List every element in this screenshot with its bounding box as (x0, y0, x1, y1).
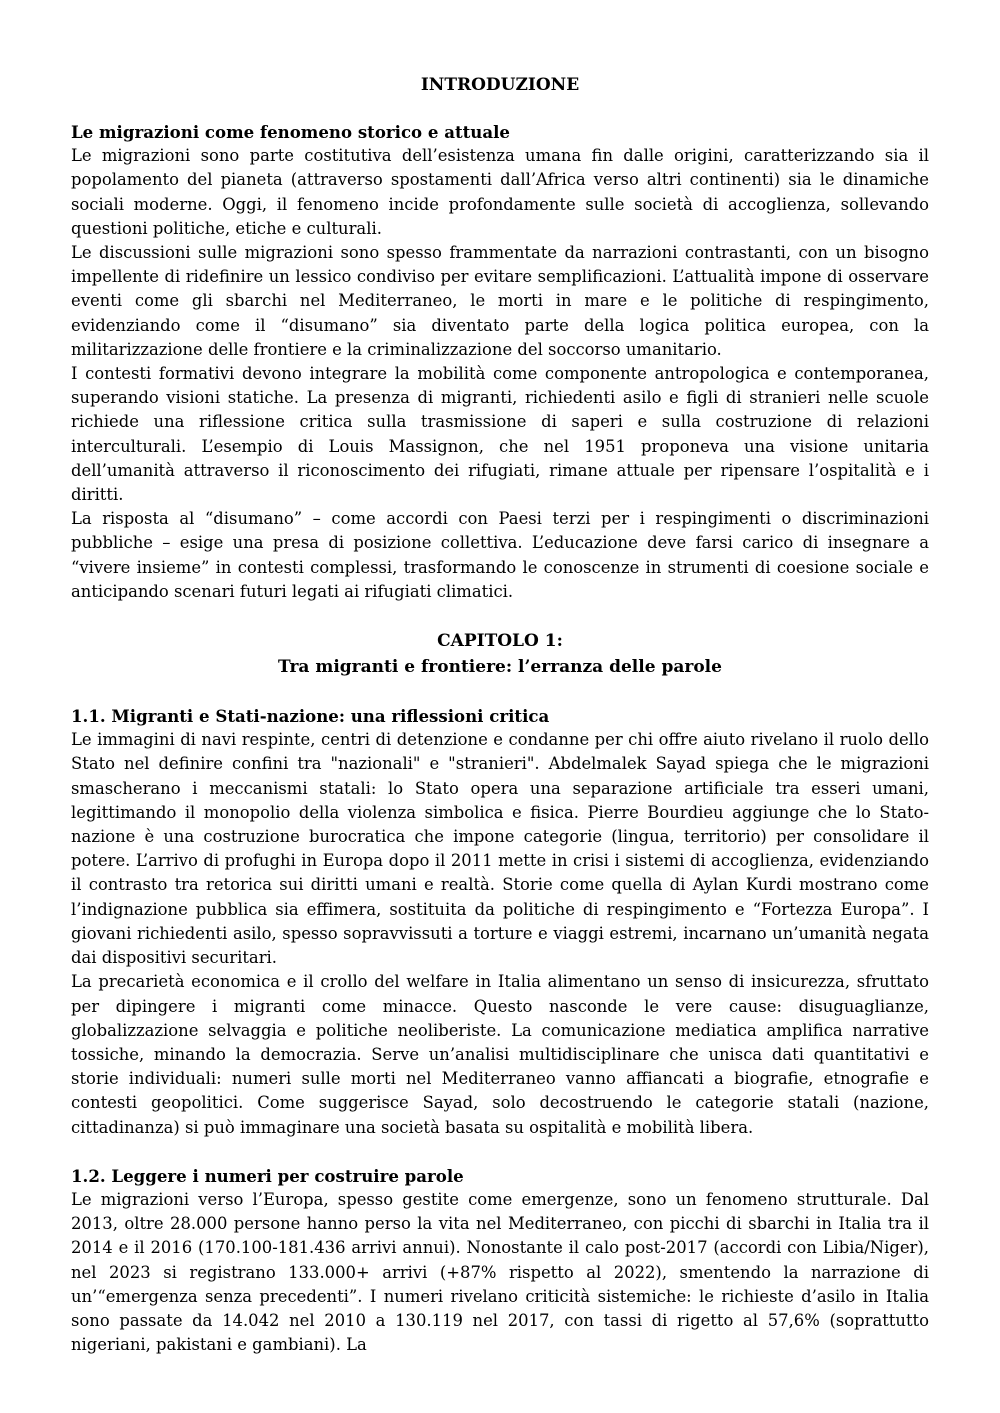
intro-paragraph-2: Le discussioni sulle migrazioni sono spesso frammentate da narrazioni contrastanti, con un bisogno impellente di ridefinire un lessico condiviso per evitare semplificazioni. L’attualità impone di osservare eventi come gli sbarchi nel Mediterraneo, le morti in mare e le politiche di respingimento, evidenziando come il “disumano” sia diventato parte della logica politica europea, con la militarizzazione delle frontiere e la criminalizzazione del soccorso umanitario. (71, 243, 929, 359)
chapter-label: CAPITOLO 1: (437, 631, 563, 652)
section-1-1-paragraph-2: La precarietà economica e il crollo del welfare in Italia alimentano un senso di insicurezza, sfruttato per dipingere i migranti come minacce. Questo nasconde le vere cause: disuguaglianze, globalizzazione selvaggia e politiche neoliberiste. La comunicazione mediatica amplifica narrative tossiche, minando la democrazia. Serve un’analisi multidisciplinare che unisca dati quantitativi e storie individuali: numeri sulle morti nel Mediterraneo vanno affiancati a biografie, etnografie e contesti geopolitici. Come suggerisce Sayad, solo decostruendo le categorie statali (nazione, cittadinanza) si può immaginare una società basata su ospitalità e mobilità libera. (71, 972, 929, 1137)
document-page (71, 70, 929, 1357)
intro-section-heading: Le migrazioni come fenomeno storico e attuale (71, 122, 510, 142)
intro-paragraph-4: La risposta al “disumano” – come accordi con Paesi terzi per i respingimenti o discriminazioni pubbliche – esige una presa di posizione collettiva. L’educazione deve farsi carico di insegnare a “vivere insieme” in contesti complessi, trasformando le conoscenze in strumenti di coesione sociale e anticipando scenari futuri legati ai rifugiati climatici. (71, 509, 929, 601)
intro-paragraph-1: Le migrazioni sono parte costitutiva dell’esistenza umana fin dalle origini, caratterizzando sia il popolamento del pianeta (attraverso spostamenti dall’Africa verso altri continenti) sia le dinamiche sociali moderne. Oggi, il fenomeno incide profondamente sulle società di accoglienza, sollevando questioni politiche, etiche e culturali. (71, 146, 929, 238)
section-1-2-paragraph-1: Le migrazioni verso l’Europa, spesso gestite come emergenze, sono un fenomeno strutturale. Dal 2013, oltre 28.000 persone hanno perso la vita nel Mediterraneo, con picchi di sbarchi in Italia tra il 2014 e il 2016 (170.100-181.436 arrivi annui). Nonostante il calo post-2017 (accordi con Libia/Niger), nel 2023 si registrano 133.000+ arrivi (+87% rispetto al 2022), smentendo la narrazione di un’“emergenza senza precedenti”. I numeri rivelano criticità sistemiche: le richieste d’asilo in Italia sono passate da 14.042 nel 2010 a 130.119 nel 2017, con tassi di rigetto al 57,6% (soprattutto nigeriani, pakistani e gambiani). La (71, 1189, 929, 1355)
section-1-2-heading: 1.2. Leggere i numeri per costruire parole (71, 1165, 464, 1186)
chapter-title: Tra migranti e frontiere: l’erranza delle parole (278, 657, 722, 678)
introduction-title: INTRODUZIONE (420, 75, 580, 95)
section-1-1-paragraph-1: Le immagini di navi respinte, centri di detenzione e condanne per chi offre aiuto rivelano il ruolo dello Stato nel definire confini tra "nazionali" e "stranieri". Abdelmalek Sayad spiega che le migrazioni smascherano i meccanismi statali: lo Stato opera una separazione artificiale tra esseri umani, legittimando il monopolio della violenza simbolica e fisica. Pierre Bourdieu aggiunge che lo Stato-nazione è una costruzione burocratica che impone categorie (lingua, territorio) per consolidare il potere. L’arrivo di profughi in Europa dopo il 2011 mette in crisi i sistemi di accoglienza, evidenziando il contrasto tra retorica sui diritti umani e realtà. Storie come quella di Aylan Kurdi mostrano come l’indignazione pubblica sia effimera, sostituita da politiche di respingimento e “Fortezza Europa”. I giovani richiedenti asilo, spesso sopravvissuti a torture e viaggi estremi, incarnano un’umanità negata dai dispositivi securitari. (71, 730, 929, 968)
intro-paragraph-3: I contesti formativi devono integrare la mobilità come componente antropologica e contemporanea, superando visioni statiche. La presenza di migranti, richiedenti asilo e figli di stranieri nelle scuole richiede una riflessione critica sulla trasmissione di saperi e sulla costruzione di relazioni interculturali. L’esempio di Louis Massignon, che nel 1951 proponeva una visione unitaria dell’umanità attraverso il riconoscimento dei rifugiati, rimane attuale per ripensare l’ospitalità e i diritti. (71, 364, 929, 505)
section-1-1-heading: 1.1. Migranti e Stati-nazione: una riflessioni critica (71, 706, 550, 727)
